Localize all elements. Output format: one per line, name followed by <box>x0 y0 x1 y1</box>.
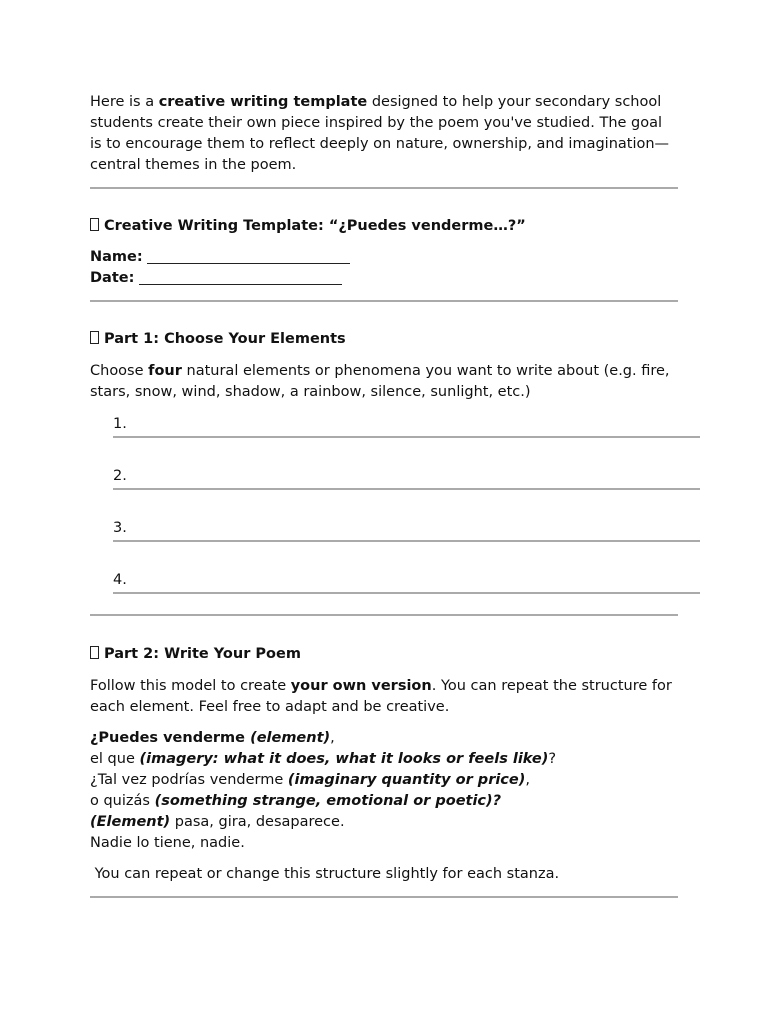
part1-instructions <box>90 361 678 403</box>
list-item-number: 2. <box>113 468 127 484</box>
date-field[interactable] <box>90 268 678 289</box>
list-item[interactable] <box>113 518 700 570</box>
model-placeholder: (imaginary quantity or price) <box>287 772 526 788</box>
date-label: Date: <box>90 270 135 286</box>
model-text: ? <box>548 751 557 767</box>
list-item[interactable] <box>113 414 700 466</box>
model-line <box>90 812 678 833</box>
list-item[interactable] <box>113 570 700 615</box>
model-text: o quizás <box>90 793 155 809</box>
model-placeholder: (Element) <box>90 814 171 830</box>
intro-text-end: designed to help your secondary school students create their own piece inspired by the poem you've studied. The goal is to encourage them to reflect deeply on nature, ownership, and imagination—central themes in the poem. <box>90 94 670 173</box>
missing-glyph-icon <box>90 646 99 659</box>
list-item[interactable] <box>113 466 700 518</box>
model-text: , <box>525 772 530 788</box>
poem-model <box>90 728 678 854</box>
divider <box>90 896 678 898</box>
model-line <box>90 791 678 812</box>
answer-line[interactable] <box>113 436 700 438</box>
model-line <box>90 728 678 749</box>
part1-text-start: Choose <box>90 363 149 379</box>
model-line <box>90 833 678 854</box>
part1-heading <box>90 329 678 350</box>
intro-text-bold: creative writing template <box>158 94 368 110</box>
divider <box>90 187 678 189</box>
worksheet-page <box>90 90 678 898</box>
closing-note: You can repeat or change this structure slightly for each stanza. <box>90 866 560 882</box>
model-placeholder: (imagery: what it does, what it looks or feels like) <box>139 751 549 767</box>
date-input-line[interactable] <box>139 270 342 285</box>
intro-paragraph <box>90 92 678 176</box>
missing-glyph-icon <box>90 218 99 231</box>
template-heading <box>90 216 678 237</box>
part2-text-end: . You can repeat the structure for each element. Feel free to adapt and be creative. <box>90 678 672 715</box>
model-text: el que <box>90 751 140 767</box>
model-line <box>90 749 678 770</box>
part2-heading-text: Part 2: Write Your Poem <box>104 646 301 662</box>
name-label: Name: <box>90 249 143 265</box>
answer-line[interactable] <box>113 488 700 490</box>
model-line <box>90 770 678 791</box>
model-placeholder: (element) <box>250 730 331 746</box>
part1-text-end: natural elements or phenomena you want to write about (e.g. fire, stars, snow, wind, shadow, a rainbow, silence, sunlight, etc.) <box>90 363 670 400</box>
model-text: pasa, gira, desaparece. <box>170 814 345 830</box>
model-text: ¿Tal vez podrías venderme <box>90 772 288 788</box>
answer-line[interactable] <box>113 540 700 542</box>
list-item-number: 3. <box>113 520 127 536</box>
model-placeholder: (something strange, emotional or poetic)? <box>154 793 502 809</box>
divider <box>90 300 678 302</box>
list-item-number: 1. <box>113 416 127 432</box>
part2-text-bold: your own version <box>290 678 432 694</box>
template-heading-text: Creative Writing Template: “¿Puedes venderme…?” <box>104 218 526 234</box>
list-item-number: 4. <box>113 572 127 588</box>
model-text: Nadie lo tiene, nadie. <box>90 835 245 851</box>
missing-glyph-icon <box>90 331 99 344</box>
part2-text-start: Follow this model to create <box>90 678 291 694</box>
name-input-line[interactable] <box>147 249 350 264</box>
model-text-bold: ¿Puedes venderme <box>90 730 251 746</box>
part1-text-bold: four <box>148 363 182 379</box>
answer-line[interactable] <box>113 592 700 594</box>
elements-list <box>113 414 700 615</box>
part2-instructions <box>90 676 678 718</box>
part2-heading <box>90 644 678 665</box>
model-text: , <box>330 730 335 746</box>
part1-heading-text: Part 1: Choose Your Elements <box>104 331 346 347</box>
intro-text-start: Here is a <box>90 94 159 110</box>
name-field[interactable] <box>90 247 678 268</box>
